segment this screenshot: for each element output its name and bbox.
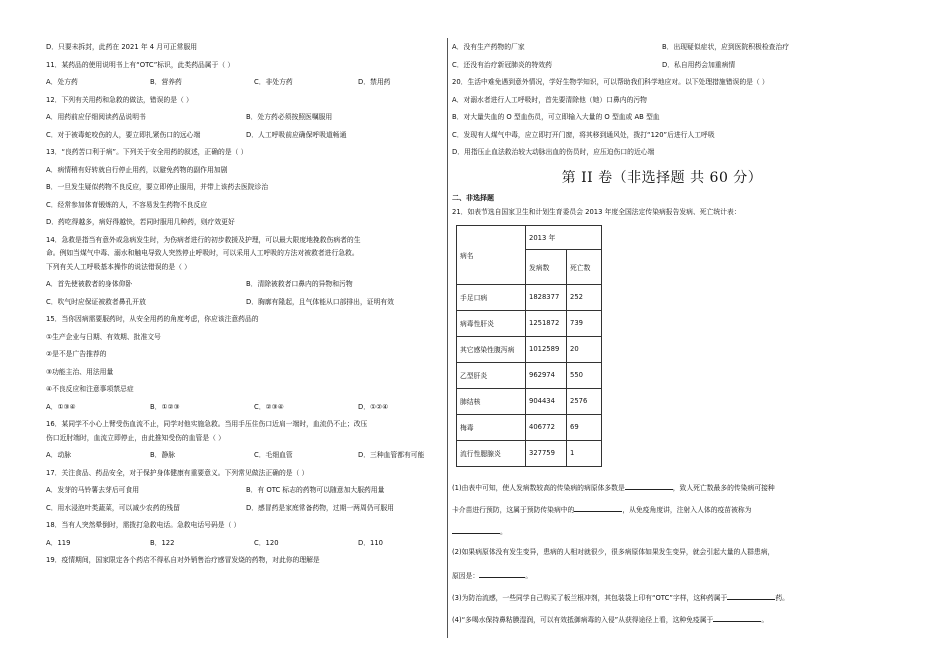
table-cell-name: 手足口病: [457, 284, 526, 310]
option-row: [46, 402, 446, 420]
option-choice[interactable]: C．吹气时应保证被救者鼻孔开放: [46, 297, 146, 306]
q21-part1-line2: 卡介苗进行预防，这属于预防传染病中的 ，从免疫角度讲，注射入人体的疫苗被称为: [452, 503, 872, 525]
option-row: [46, 130, 446, 148]
statistics-table: [456, 225, 602, 467]
question-line: A．对溺水者进行人工呼吸时，首先要清除他（她）口鼻内的污物: [452, 95, 647, 104]
question-19-20-block: [452, 42, 872, 165]
table-cell-deaths: 252: [567, 284, 602, 310]
table-cell-name: 其它感染性腹泻病: [457, 336, 526, 362]
section-title: 第 II 卷（非选择题 共 60 分）: [561, 169, 763, 186]
question-line: 18．当有人突然晕倒时，需拨打急救电话。急救电话号码是（ ）: [46, 521, 241, 529]
option-choice[interactable]: D．感冒药是家庭常备药物，过期一两周仍可服用: [246, 503, 394, 512]
question-line: 命。例如当煤气中毒、溺水和触电导致人突然停止呼吸时，可以采用人工呼吸的方法对被救者进行急救。: [46, 249, 359, 257]
table-cell-name: 梅毒: [457, 414, 526, 440]
question-line: D．用指压止血法救治较大动脉出血的伤员时，应压迫伤口的近心端: [452, 148, 655, 156]
option-row: [46, 279, 446, 297]
option-choice[interactable]: A．发芽的马铃薯去芽后可食用: [46, 486, 140, 494]
table-row: [457, 284, 602, 310]
option-choice[interactable]: D．禁用药: [358, 78, 391, 86]
table-cell-cases: 1012589: [526, 336, 567, 362]
table-cell-cases: 1828377: [526, 284, 567, 310]
q21-part3: (3)为防治流感，一些同学自己购买了板兰根冲剂，其包装袋上印有“OTC”字样，这种药属于 药。: [452, 591, 872, 613]
table-cell-deaths: 550: [567, 362, 602, 388]
question-line: 伤口近肘端时，血流立即停止，由此推知受伤的血管是（ ）: [46, 433, 225, 442]
table-cell-deaths: 1: [567, 440, 602, 466]
question-line: ③功能主治、用法用量: [46, 367, 114, 376]
option-choice[interactable]: D．胸廓有隆起，且气体能从口部排出，证明有效: [246, 297, 394, 306]
option-choice[interactable]: A．首先使被救者的身体仰卧: [46, 280, 133, 288]
option-choice[interactable]: D．三种血管都有可能: [358, 451, 425, 459]
question-line: 下列有关人工呼吸基本操作的说法错误的是（ ）: [46, 262, 191, 271]
option-choice[interactable]: C．用水浸泡叶类蔬菜，可以减少农药的残留: [46, 503, 180, 512]
answer-blank[interactable]: [452, 525, 500, 534]
answer-blank[interactable]: [574, 503, 622, 512]
option-choice[interactable]: C．对于被毒蛇咬伤的人，要立即扎紧伤口的远心端: [46, 130, 201, 139]
option-choice[interactable]: D．私自用药会加重病情: [662, 60, 736, 69]
table-cell-cases: 904434: [526, 388, 567, 414]
question-line: 11．某药品的使用说明书上有“OTC”标识，此类药品属于（ ）: [46, 60, 235, 69]
option-choice[interactable]: D．①②④: [358, 402, 389, 411]
q21-part1-line3: 。: [452, 525, 872, 547]
question-line: B．一旦发生疑似药物不良反应，要立即停止服用，并带上该药去医院诊治: [46, 183, 269, 191]
option-choice[interactable]: A．119: [46, 538, 71, 547]
table-row: [457, 362, 602, 388]
answer-blank[interactable]: [713, 613, 761, 622]
table-cell-cases: 962974: [526, 362, 567, 388]
question-line: 19．疫情期间，国家限定各个药店不得私自对外销售治疗感冒发烧的药物，对此你的理解是: [46, 556, 320, 564]
option-choice[interactable]: D．110: [358, 538, 384, 547]
option-choice[interactable]: B．营养药: [150, 78, 182, 86]
option-choice[interactable]: C．还没有治疗新冠肺炎的特效药: [452, 60, 552, 69]
left-column: [46, 42, 446, 573]
column-divider: [447, 38, 448, 638]
option-row: [46, 538, 446, 556]
answer-blank[interactable]: [625, 481, 673, 490]
q21-intro: 21．如表节选自国家卫生和计划生育委员会 2013 年度全国法定传染病报告发病、死亡统计表：: [452, 207, 741, 216]
table-header-cases: 发病数: [526, 249, 567, 284]
table-cell-deaths: 69: [567, 414, 602, 440]
right-column: [452, 42, 872, 635]
option-row: [46, 503, 446, 521]
option-choice[interactable]: B．出现疑似症状，应到医院积极检查治疗: [662, 43, 790, 51]
question-line: 17．关注食品、药品安全，对于保护身体健康有重要意义。下列常见做法正确的是（ ）: [46, 468, 309, 477]
question-line: 12．下列有关用药和急救的做法，错误的是（ ）: [46, 95, 193, 104]
option-row: [46, 77, 446, 95]
option-choice[interactable]: C．120: [254, 538, 279, 547]
option-row: [46, 112, 446, 130]
question-line: D．药吃得越多，病好得越快，若同时服用几种药，则疗效更好: [46, 218, 235, 226]
option-row: [46, 485, 446, 503]
option-row: [46, 297, 446, 315]
table-cell-deaths: 2576: [567, 388, 602, 414]
q21-part2-line2: 原因是： 。: [452, 569, 872, 591]
table-cell-cases: 1251872: [526, 310, 567, 336]
table-cell-name: 流行性腮腺炎: [457, 440, 526, 466]
question-line: 13．“良药苦口利于病”。下列关于安全用药的叙述，正确的是（ ）: [46, 148, 248, 156]
question-line: ④不良反应和注意事项禁忌症: [46, 385, 134, 393]
question-line: 15．当你因病需要服药时，从安全用药的角度考虑，你应该注意药品的: [46, 315, 259, 323]
option-choice[interactable]: A．动脉: [46, 451, 72, 459]
question-line: 16．某同学不小心上臂受伤血流不止，同学对他实施急救。当用手压住伤口近肩一端时，血流仍不止；改压: [46, 420, 368, 428]
option-choice[interactable]: B．静脉: [150, 451, 176, 459]
option-row: [452, 42, 872, 60]
q21-part4: (4)“多喝水保持鼻粘膜湿润，可以有效抵御病毒的入侵”从获得途径上看，这种免疫属于 。: [452, 613, 872, 635]
option-row: [452, 60, 872, 78]
option-row: [46, 450, 446, 468]
question-line: A．病情稍有好转就自行停止用药，以避免药物的副作用加剧: [46, 165, 228, 174]
table-header-deaths: 死亡数: [567, 249, 602, 284]
table-cell-deaths: 20: [567, 336, 602, 362]
option-choice[interactable]: B．清除被救者口鼻内的异物和污物: [246, 280, 353, 288]
question-line: B．对大量失血的 O 型血伤员，可立即输入大量的 O 型血或 AB 型血: [452, 113, 660, 121]
option-choice[interactable]: A．用药前应仔细阅读药品说明书: [46, 113, 146, 121]
option-choice[interactable]: B．有 OTC 标志的药物可以随意加大服药用量: [246, 486, 385, 494]
option-choice[interactable]: B．122: [150, 538, 175, 547]
table-cell-cases: 406772: [526, 414, 567, 440]
option-choice[interactable]: B．①②③: [150, 402, 180, 411]
question-line: 20．生活中难免遇到意外情况，学好生物学知识，可以帮助我们科学地应对。以下处理措施错误的是（ ）: [452, 78, 769, 86]
q21-part2-line1: (2)如果病原体没有发生变异，患病的人相对就很少，很多病原体如果发生变异，就会引起大量的人群患病，: [452, 547, 775, 556]
table-cell-cases: 327759: [526, 440, 567, 466]
option-choice[interactable]: C．毛细血管: [254, 451, 293, 459]
option-choice[interactable]: A．①③④: [46, 402, 76, 411]
option-choice[interactable]: A．没有生产药物的厂家: [452, 43, 525, 51]
table-header-disease: 病名: [457, 225, 526, 284]
question-line: D．只要未拆封，此药在 2021 年 4 月可正常服用: [46, 43, 198, 51]
table-row: [457, 388, 602, 414]
table-cell-name: 乙型肝炎: [457, 362, 526, 388]
table-cell-deaths: 739: [567, 310, 602, 336]
question-line: C．发现有人煤气中毒，应立即打开门窗，将其移到通风处，拨打“120”后进行人工呼吸: [452, 130, 715, 139]
table-row: [457, 310, 602, 336]
option-choice[interactable]: D．人工呼吸前应确保呼吸道畅通: [246, 130, 347, 139]
option-choice[interactable]: A．处方药: [46, 78, 78, 86]
option-choice[interactable]: B．处方药必须按照医嘱服用: [246, 113, 333, 121]
table-cell-name: 肺结核: [457, 388, 526, 414]
table-row: [457, 336, 602, 362]
question-line: 14．急救是指当有意外或急病发生时，为伤病者进行的初步救援及护理，可以最大限度地挽救伤病者的生: [46, 235, 361, 244]
table-cell-name: 病毒性肝炎: [457, 310, 526, 336]
answer-blank[interactable]: [727, 591, 775, 600]
q21-part1-line1: (1)由表中可知，使人发病数较高的传染病的病原体多数是 ，致人死亡数最多的传染病可接种: [452, 481, 872, 503]
table-header-year: 2013 年: [526, 225, 602, 249]
table-row: [457, 414, 602, 440]
option-choice[interactable]: C．②③④: [254, 402, 284, 411]
table-row: [457, 440, 602, 466]
answer-blank[interactable]: [479, 569, 525, 578]
option-choice[interactable]: C．非处方药: [254, 78, 293, 86]
section-subtitle: 二、非选择题: [452, 193, 494, 202]
question-line: C．经常参加体育锻炼的人，不容易发生药物不良反应: [46, 200, 208, 209]
question-line: ②是不是广告推荐的: [46, 350, 107, 358]
question-line: ①生产企业与日期、有效期、批准文号: [46, 332, 161, 341]
